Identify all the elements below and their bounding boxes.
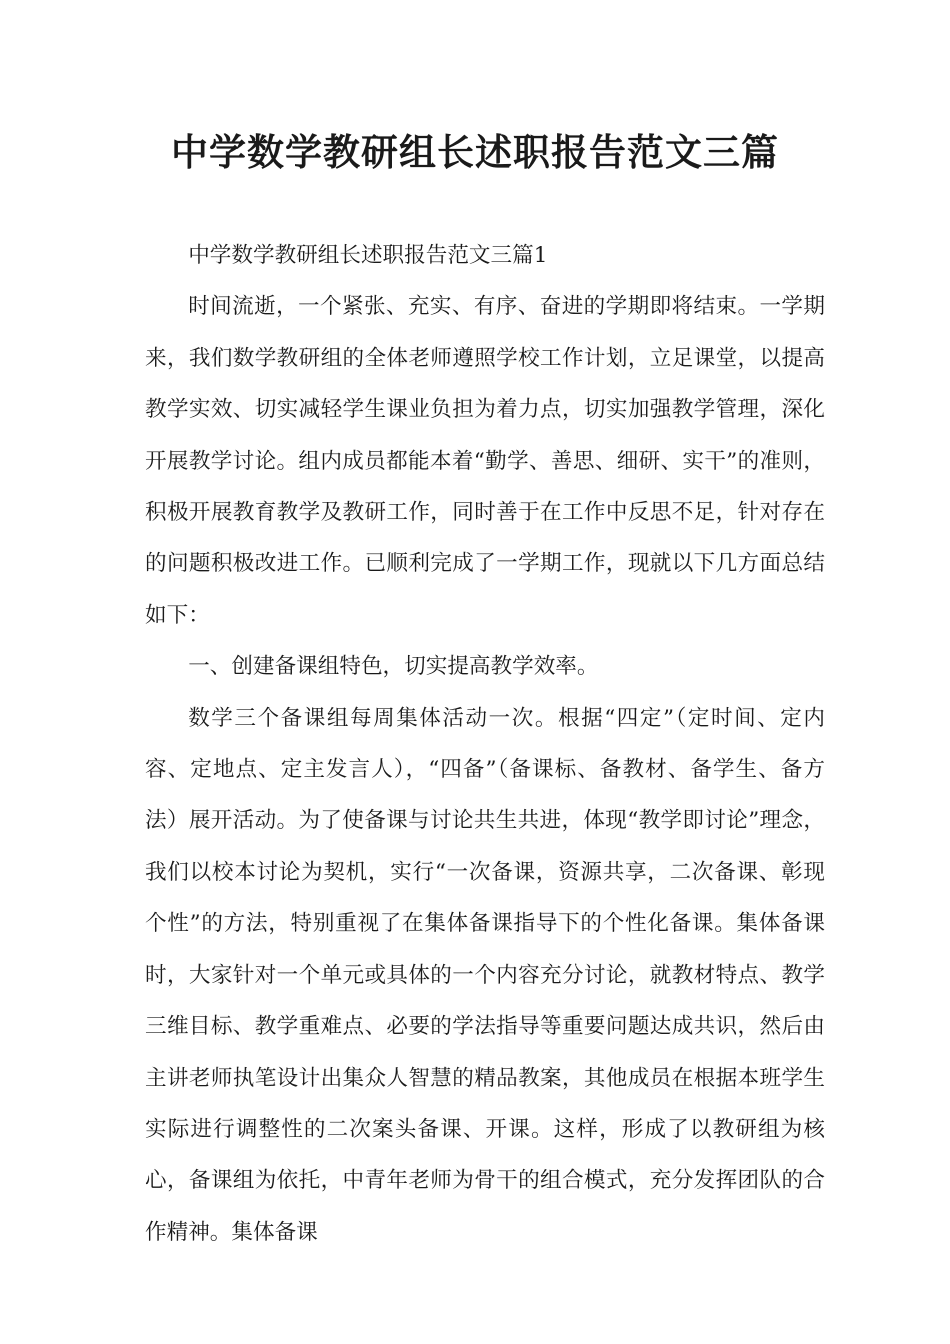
- paragraph: 数学三个备课组每周集体活动一次。根据“四定”（定时间、定内容、定地点、定主发言人），“四备”（备课标、备教材、备学生、备方法）展开活动。为了使备课与讨论共生共进，体现“教学即讨论”理念，我们以校本讨论为契机，实行“一次备课，资源共享，二次备课、彰现个性”的方法，特别重视了在集体备课指导下的个性化备课。集体备课时，大家针对一个单元或具体的一个内容充分讨论，就教材特点、教学三维目标、教学重难点、必要的学法指导等重要问题达成共识，然后由主讲老师执笔设计出集众人智慧的精品教案，其他成员在根据本班学生实际进行调整性的二次案头备课、开课。这样，形成了以教研组为核心，备课组为依托，中青年老师为骨干的组合模式，充分发挥团队的合作精神。集体备课: [145, 705, 825, 1245]
- section-heading: 中学数学教研组长述职报告范文三篇1: [188, 243, 548, 268]
- document-title: 中学数学教研组长述职报告范文三篇: [171, 131, 779, 174]
- subsection-heading: 一、创建备课组特色，切实提高教学效率。: [188, 654, 599, 680]
- document-body: [145, 230, 825, 1258]
- paragraph: 时间流逝，一个紧张、充实、有序、奋进的学期即将结束。一学期来，我们数学教研组的全体老师遵照学校工作计划，立足课堂，以提高教学实效、切实减轻学生课业负担为着力点，切实加强教学管理，深化开展教学讨论。组内成员都能本着“勤学、善思、细研、实干”的准则，积极开展教育教学及教研工作，同时善于在工作中反思不足，针对存在的问题积极改进工作。已顺利完成了一学期工作，现就以下几方面总结如下：: [145, 294, 825, 628]
